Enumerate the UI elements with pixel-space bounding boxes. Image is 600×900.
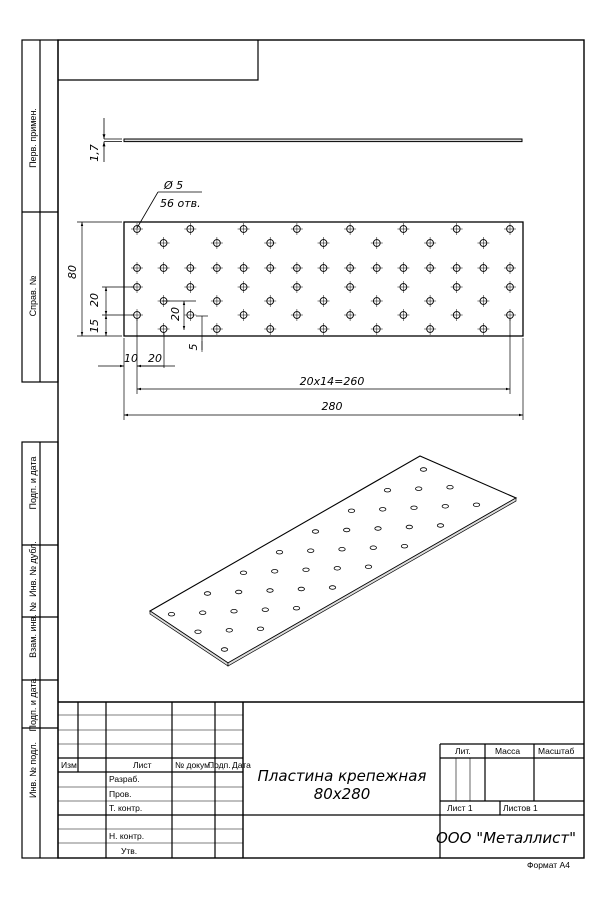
iso-hole [375, 527, 381, 531]
col-massa: Масса [495, 746, 521, 756]
sheet-count: Листов 1 [503, 803, 538, 813]
isometric-view [150, 456, 516, 666]
hole-count-label: 56 отв. [160, 197, 201, 210]
iso-hole [226, 629, 232, 633]
iso-hole [348, 509, 354, 513]
sheet-frame [58, 40, 584, 858]
label-podp-data-top: Подп. и дата [28, 456, 38, 510]
dim-length: 280 [321, 400, 343, 413]
iso-hole [200, 611, 206, 615]
label-sprav-no: Справ. № [28, 275, 38, 317]
iso-hole [416, 487, 422, 491]
label-vzam-inv: Взам. инв. № [28, 602, 38, 658]
iso-hole [240, 571, 246, 575]
iso-hole [473, 503, 479, 507]
iso-hole [168, 612, 174, 616]
iso-hole [365, 565, 371, 569]
col-masshtab: Масштаб [538, 746, 575, 756]
horizontal-dimensions [98, 318, 523, 420]
iso-hole [339, 547, 345, 551]
iso-hole [308, 549, 314, 553]
iso-hole [262, 608, 268, 612]
iso-hole [231, 609, 237, 613]
iso-hole [276, 550, 282, 554]
dim-pitch-x: 20 [148, 352, 162, 365]
iso-hole [329, 586, 335, 590]
dim-stagger-y: 20 [169, 307, 182, 321]
col-list: Лист [133, 760, 152, 770]
dim-stagger-small: 5 [187, 343, 200, 351]
col-data: Дата [232, 760, 251, 770]
label-inv-dubl: Инв. № дубл. [28, 541, 38, 597]
top-left-box [58, 40, 258, 80]
iso-hole [204, 592, 210, 596]
dim-edge-x: 10 [124, 352, 138, 365]
iso-hole [221, 648, 227, 652]
dim-row-pitch: 20 [88, 293, 101, 307]
row-prov: Пров. [109, 789, 132, 799]
row-n-kontr: Н. контр. [109, 831, 145, 841]
iso-hole [267, 589, 273, 593]
drawing-title: Пластина крепежная [257, 767, 427, 785]
iso-hole [380, 508, 386, 512]
format-label: Формат A4 [527, 860, 570, 870]
iso-hole [195, 630, 201, 634]
row-utv: Утв. [121, 846, 138, 856]
iso-hole [384, 488, 390, 492]
iso-hole [272, 570, 278, 574]
dim-height: 80 [66, 265, 79, 279]
iso-hole [401, 544, 407, 548]
hole-diameter-label: Ø 5 [164, 179, 184, 192]
col-lit: Лит. [455, 746, 471, 756]
iso-hole [236, 590, 242, 594]
row-t-kontr: Т. контр. [109, 803, 143, 813]
iso-hole [298, 587, 304, 591]
iso-hole [447, 485, 453, 489]
hole-pattern [131, 223, 516, 335]
iso-hole [293, 606, 299, 610]
drawing-size: 80x280 [313, 785, 371, 803]
iso-hole [344, 528, 350, 532]
iso-hole [437, 524, 443, 528]
label-podp-data-bottom: Подп. и дата [28, 678, 38, 732]
col-doc: № докум. [175, 760, 213, 770]
side-view [104, 118, 522, 162]
dim-edge-y: 15 [88, 319, 101, 333]
organization: ООО "Металлист" [436, 829, 576, 847]
iso-hole [303, 568, 309, 572]
iso-hole [334, 567, 340, 571]
col-izm: Изм [61, 760, 77, 770]
sheet-number: Лист 1 [447, 803, 473, 813]
iso-hole [257, 627, 263, 631]
iso-hole [420, 468, 426, 472]
label-perv-primen: Перв. примен. [28, 108, 38, 168]
row-razrab: Разраб. [109, 774, 140, 784]
iso-hole [370, 546, 376, 550]
dim-thickness: 1,7 [88, 144, 101, 162]
iso-hole [411, 506, 417, 510]
col-podp: Подп. [208, 760, 231, 770]
iso-hole [312, 530, 318, 534]
iso-hole [406, 525, 412, 529]
iso-hole [442, 505, 448, 509]
label-inv-podl: Инв. № подл. [28, 741, 38, 799]
dim-chain: 20x14=260 [299, 375, 365, 388]
